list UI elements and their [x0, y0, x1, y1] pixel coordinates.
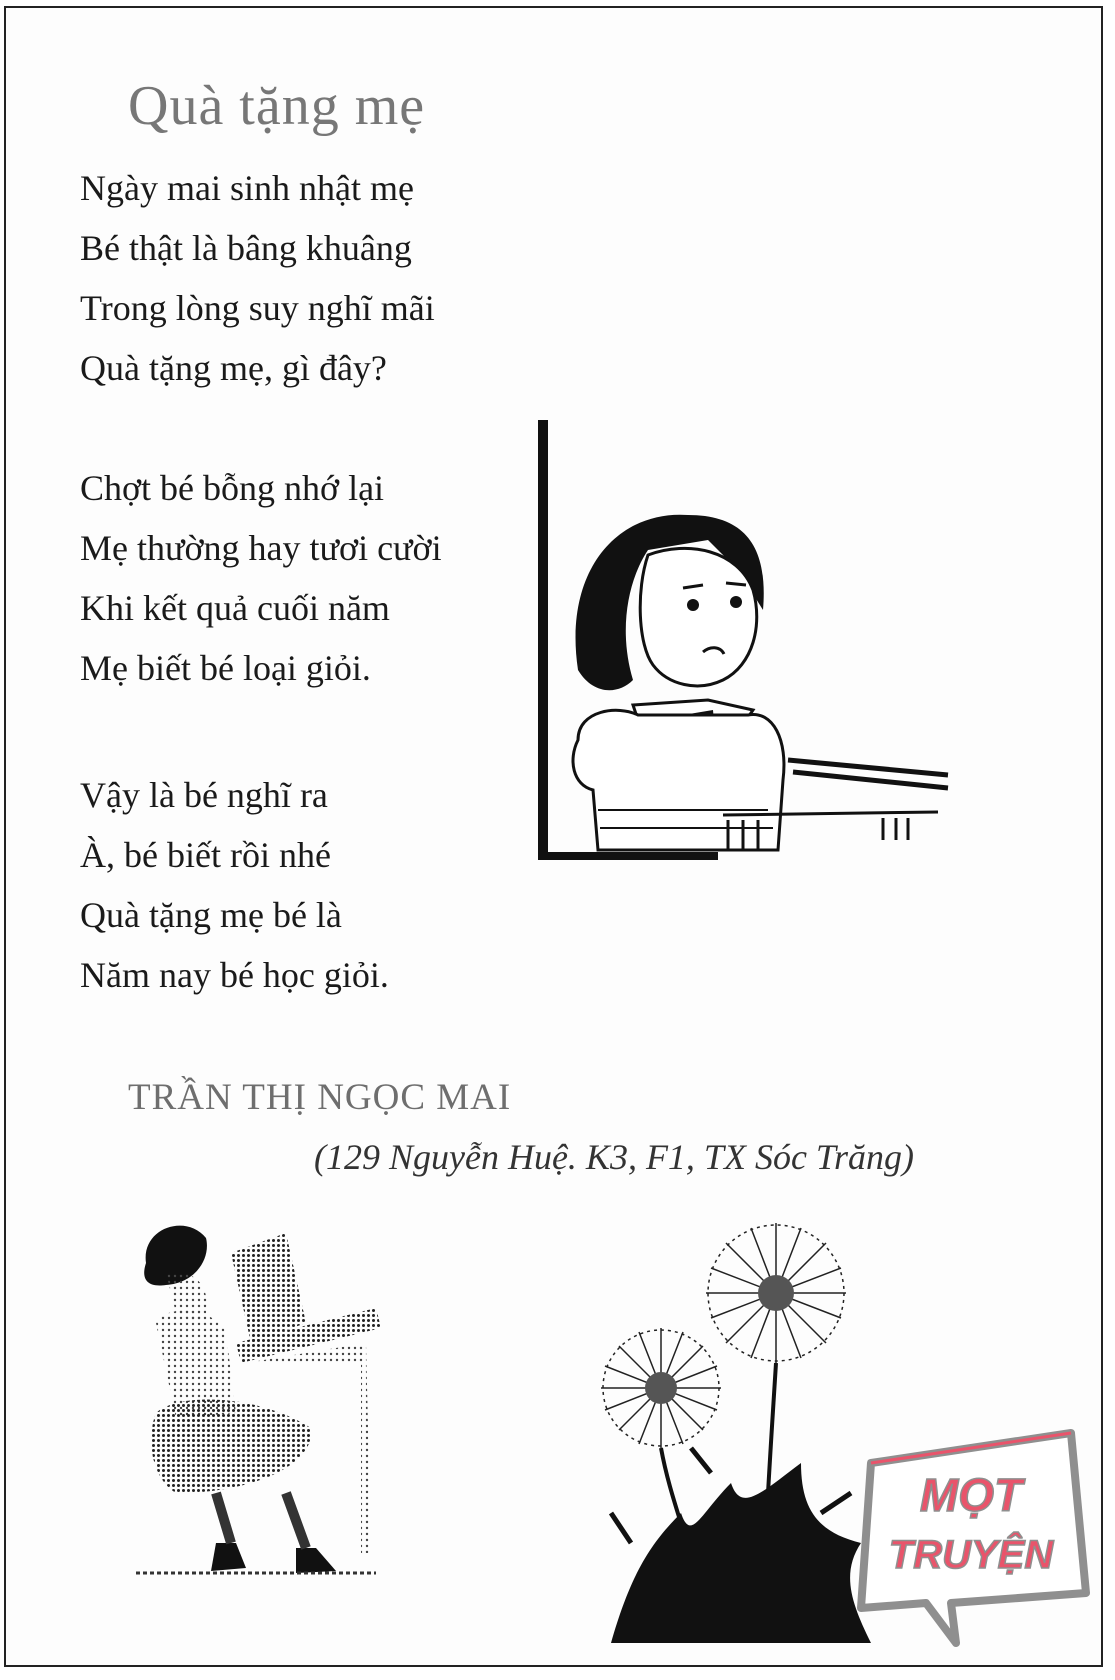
poem-line: Mẹ biết bé loại giỏi.: [80, 648, 371, 688]
watermark-logo: [856, 1423, 1091, 1648]
stanza-3: [80, 765, 389, 1005]
poem-line: Ngày mai sinh nhật mẹ: [80, 168, 414, 208]
poem-line: Quà tặng mẹ bé là: [80, 895, 342, 935]
watermark-line2: TRUYỆN: [888, 1533, 1054, 1577]
poem-line: Quà tặng mẹ, gì đây?: [80, 348, 387, 388]
page-frame: [4, 6, 1103, 1667]
stanza-1: [80, 158, 435, 398]
author-name: TRẦN THỊ NGỌC MAI: [128, 1077, 512, 1118]
stanza-2: [80, 458, 442, 698]
poem-line: Vậy là bé nghĩ ra: [80, 775, 328, 815]
poem-line: Chợt bé bỗng nhớ lại: [80, 468, 385, 508]
poem-line: Khi kết quả cuối năm: [80, 588, 390, 628]
flowers-illustration: [591, 1213, 891, 1653]
poem-title: Quà tặng mẹ: [128, 75, 426, 137]
girl-at-window-illustration: [538, 420, 974, 870]
poem-line: Năm nay bé học giỏi.: [80, 955, 389, 995]
poem-line: Trong lòng suy nghĩ mãi: [80, 288, 435, 328]
girl-reading-illustration: [136, 1213, 406, 1588]
poem-line: À, bé biết rồi nhé: [80, 835, 331, 875]
author-address: (129 Nguyễn Huệ. K3, F1, TX Sóc Trăng): [314, 1137, 914, 1177]
poem-line: Mẹ thường hay tươi cười: [80, 528, 442, 568]
poem-line: Bé thật là bâng khuâng: [80, 228, 412, 268]
watermark-line1: MỌT: [919, 1469, 1023, 1521]
